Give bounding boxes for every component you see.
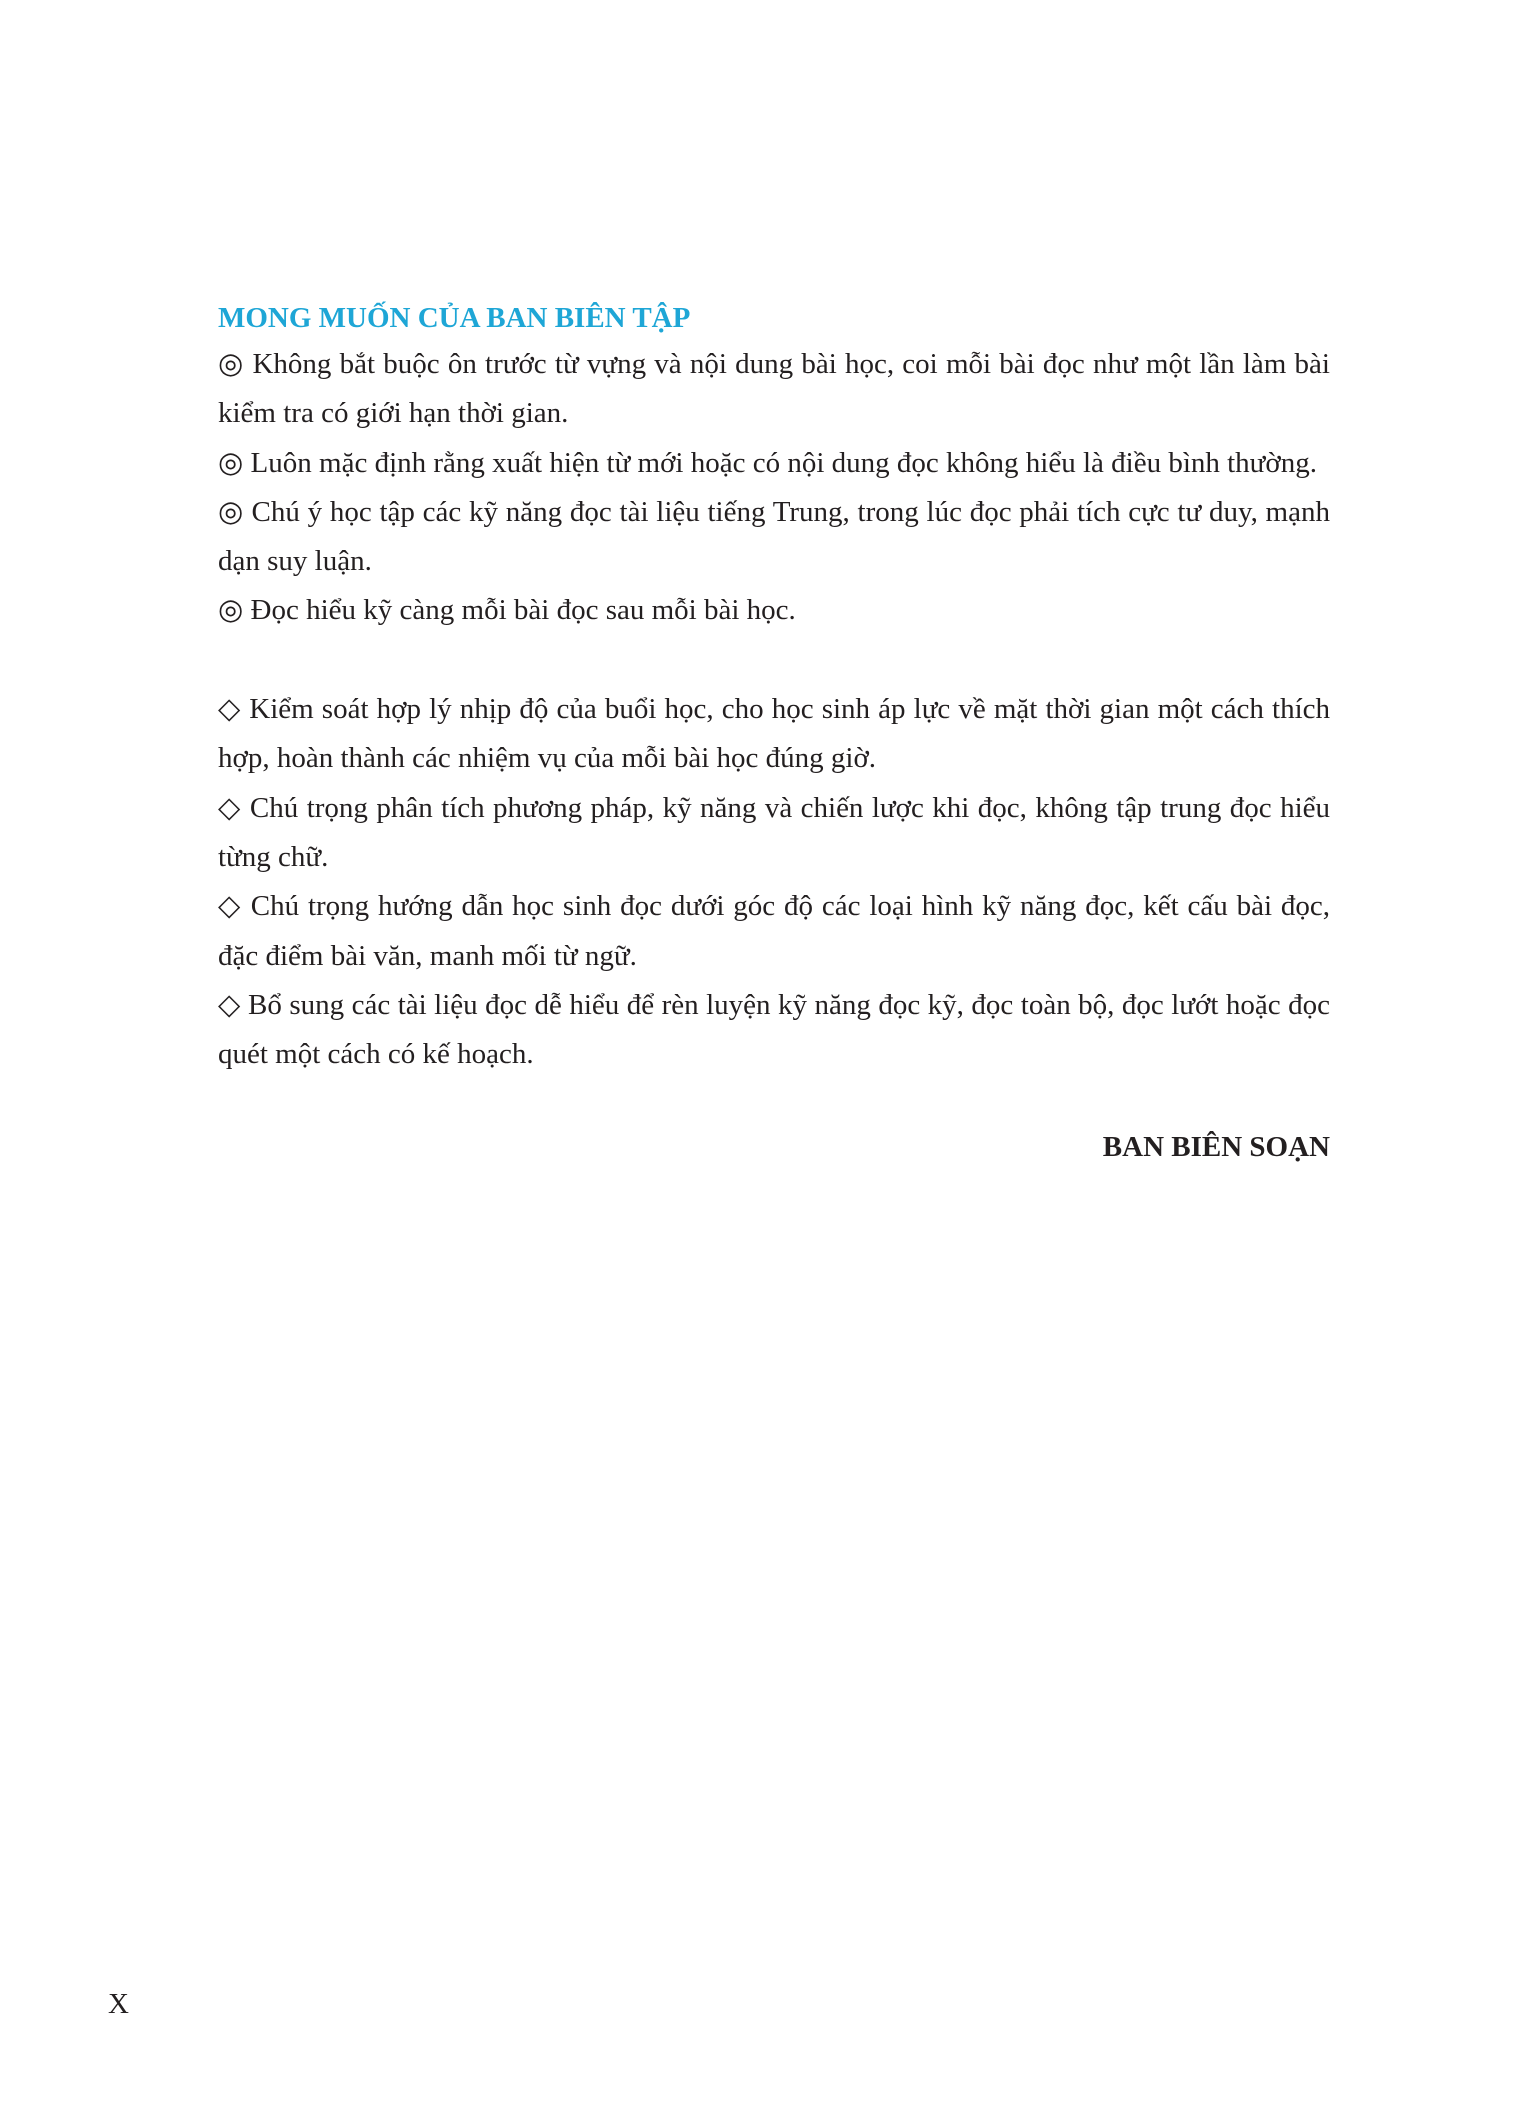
section-title: MONG MUỐN CỦA BAN BIÊN TẬP: [218, 302, 691, 334]
paragraph-gap: [218, 636, 1330, 685]
teacher-guidelines: [218, 685, 1330, 1079]
student-guidelines: [218, 340, 1330, 636]
student-guideline-1: ◎ Không bắt buộc ôn trước từ vựng và nội dung bài học, coi mỗi bài đọc như một lần làm bài kiểm tra có giới hạn thời gian.: [218, 348, 1330, 430]
editorial-signature: BAN BIÊN SOẠN: [1102, 1131, 1330, 1164]
page-number: X: [108, 1988, 129, 2020]
teacher-guideline-2: ◇ Chú trọng phân tích phương pháp, kỹ năng và chiến lược khi đọc, không tập trung đọc hiểu từng chữ.: [218, 791, 1330, 873]
teacher-guideline-4: ◇ Bổ sung các tài liệu đọc dễ hiểu để rèn luyện kỹ năng đọc kỹ, đọc toàn bộ, đọc lướt hoặc đọc quét một cách có kế hoạch.: [218, 988, 1330, 1071]
student-guideline-3: ◎ Chú ý học tập các kỹ năng đọc tài liệu tiếng Trung, trong lúc đọc phải tích cực tư duy, mạnh dạn suy luận.: [218, 495, 1330, 578]
teacher-guideline-3: ◇ Chú trọng hướng dẫn học sinh đọc dưới góc độ các loại hình kỹ năng đọc, kết cấu bài đọc, đặc điểm bài văn, manh mối từ ngữ.: [218, 890, 1330, 972]
preface-section: [218, 296, 1330, 1172]
student-guideline-2: ◎ Luôn mặc định rằng xuất hiện từ mới hoặc có nội dung đọc không hiểu là điều bình thường.: [218, 446, 1317, 479]
teacher-guideline-1: ◇ Kiểm soát hợp lý nhịp độ của buổi học, cho học sinh áp lực về mặt thời gian một cách thích hợp, hoàn thành các nhiệm vụ của mỗi bài học đúng giờ.: [218, 693, 1330, 775]
student-guideline-4: ◎ Đọc hiểu kỹ càng mỗi bài đọc sau mỗi bài học.: [218, 594, 796, 627]
